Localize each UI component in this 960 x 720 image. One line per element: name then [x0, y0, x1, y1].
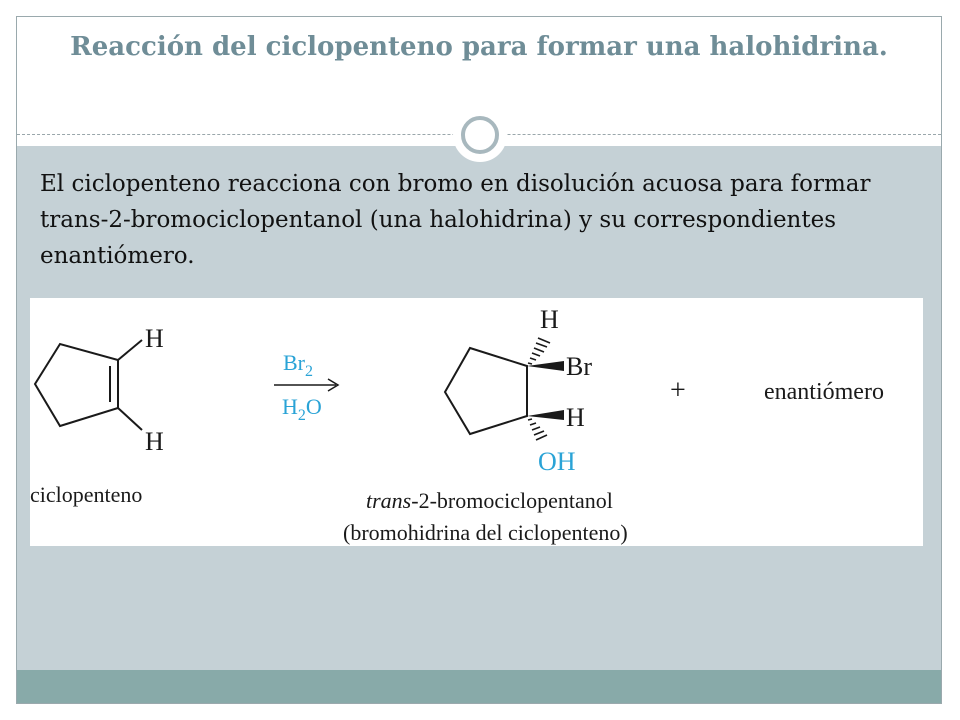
product-structure — [445, 348, 527, 434]
plus-sign: + — [670, 375, 686, 406]
circle-ornament-icon — [453, 108, 507, 162]
product-name-rest: -2-bromociclopentanol — [411, 488, 613, 513]
product-name — [366, 488, 613, 513]
footer-bar — [17, 670, 941, 703]
cyclopentene-ring — [35, 344, 118, 426]
product-br: Br — [566, 352, 592, 381]
product-ring — [445, 348, 527, 434]
hashed-bond-oh — [528, 419, 547, 440]
wedge-bond-h — [527, 410, 564, 420]
reagent-h-subscript: 2 — [297, 407, 306, 424]
reagent-h2o — [282, 394, 322, 424]
enantiomer-label: enantiómero — [764, 379, 884, 405]
wedge-bond-br — [527, 361, 564, 371]
reagent-o-symbol: O — [305, 394, 322, 419]
reagent-br2 — [283, 350, 313, 380]
circle-ring — [461, 116, 499, 154]
reactant-name: ciclopenteno — [30, 482, 143, 507]
reagent-br-symbol: Br — [283, 350, 305, 375]
cyclopentene-structure — [35, 340, 142, 430]
reagent-br-subscript: 2 — [305, 363, 313, 380]
reactant-h-top: H — [145, 324, 164, 353]
product-oh: OH — [538, 447, 576, 476]
reaction-scheme-svg — [30, 298, 923, 546]
reaction-scheme — [30, 298, 923, 546]
slide-title: Reacción del ciclopenteno para formar una halohidrina. — [70, 32, 888, 62]
reagent-h-symbol: H — [282, 394, 298, 419]
reactant-h-bottom: H — [145, 427, 164, 456]
body-text: El ciclopenteno reacciona con bromo en disolución acuosa para formar trans-2-bromociclopentanol (una halohidrina) y su correspondientes enantiómero. — [40, 171, 871, 269]
bond-to-h-bottom — [118, 408, 142, 430]
hashed-bond-top — [528, 338, 550, 364]
bond-to-h-top — [118, 340, 142, 360]
product-subtitle: (bromohidrina del ciclopenteno) — [343, 520, 628, 545]
product-h-top: H — [540, 305, 559, 334]
product-name-italic: trans — [366, 488, 412, 513]
product-h-mid: H — [566, 403, 585, 432]
